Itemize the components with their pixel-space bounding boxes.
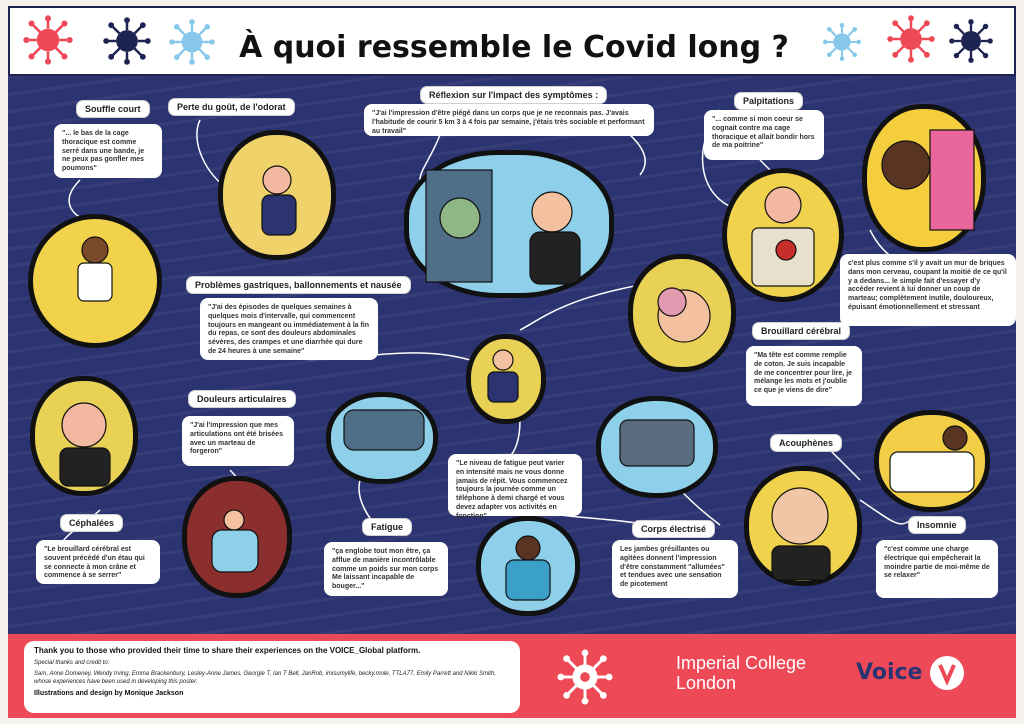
imperial-line-1: Imperial College	[676, 653, 807, 673]
label-palpitations: Palpitations	[734, 92, 803, 110]
quote-gastriques: "J'ai des épisodes de quelques semaines à quelques mois d'intervalle, qui commencent toujours en mangeant ou immédiatement à la fin du repas, ce sont des douleurs abdominales sévères, des crampes et une diarrhée qui dure de 24 heures à une semaine"	[200, 298, 378, 360]
quote-fatigue-niveau: "Le niveau de fatigue peut varier en intensité mais ne vous donne jamais de répit. Vous commencez toujours la journée comme un téléphone à demi chargé et vous devez adapter vos activités en fonction"	[448, 454, 582, 516]
quote-insomnie: "c'est comme une charge électrique qui empêcherait la moindre partie de moi-même de se relaxer"	[876, 540, 998, 598]
label-souffle-court: Souffle court	[76, 100, 150, 118]
quote-reflexion: "J'ai l'impression d'être piégé dans un corps que je ne reconnais pas. J'avais l'habitude de courir 5 km 3 à 4 fois par semaine, j'étais très sociable et performant au travail"	[364, 104, 654, 136]
label-acouphenes: Acouphènes	[770, 434, 842, 452]
special-thanks: Special thanks and credit to:	[34, 660, 110, 666]
thanks-text: Thank you to those who provided their time to share their experiences on the VOICE_Global platform.	[34, 646, 421, 655]
label-cephalees: Céphalées	[60, 514, 123, 532]
quote-palpitations: "... comme si mon coeur se cognait contre ma cage thoracique et allait bondir hors de ma poitrine"	[704, 110, 824, 160]
label-perte-gout: Perte du goût, de l'odorat	[168, 98, 295, 116]
quote-articulaires: "J'ai l'impression que mes articulations ont été brisées avec un marteau de forgeron"	[182, 416, 294, 466]
quote-fatigue: "ça englobe tout mon être, ça afflue de manière incontrôlable comme un poids sur mon corps Me laissant incapable de bouger..."	[324, 542, 448, 596]
voice-logo-mark	[930, 656, 964, 690]
label-brouillard: Brouillard cérébral	[752, 322, 850, 340]
design-credit: Illustrations and design by Monique Jackson	[34, 689, 184, 697]
label-corps-electrise: Corps électrisé	[632, 520, 715, 538]
quote-souffle-court: "... le bas de la cage thoracique est comme serré dans une bande, je ne peux pas gonfler mes poumons"	[54, 124, 162, 178]
imperial-line-2: London	[676, 672, 737, 693]
page-title: À quoi ressemble le Covid long ?	[239, 30, 789, 65]
label-articulaires: Douleurs articulaires	[188, 390, 296, 408]
virus-icon	[556, 648, 614, 706]
quote-brouillard: "Ma tête est comme remplie de coton. Je suis incapable de me concentrer pour lire, je mélange les mots et j'oublie ce que je viens de dire"	[746, 346, 862, 406]
quote-cephalees: "Le brouillard cérébral est souvent précédé d'un étau qui se connecte à mon crâne et commence à se serrer"	[36, 540, 160, 584]
credits-box	[24, 641, 520, 713]
voice-v-icon	[930, 656, 964, 690]
imperial-logo	[676, 654, 806, 694]
label-gastriques: Problèmes gastriques, ballonnements et nausée	[186, 276, 411, 294]
contributor-names: Sam, Anne Domeney, Wendy Irving, Emma Brackenbury, Lesley-Anne James, Georgie T, Ian T Bell, JanRob, imisumylife, becky.mole, TTLA77, Emily Parrett and Nikki Smith, whose experiences have been used in developing this poster.	[34, 671, 496, 686]
quote-corps-electrise: Les jambes grésillantes ou agitées donnent l'impression d'être constamment "allumées" et tendues avec une sensation de picotement	[612, 540, 738, 598]
label-fatigue: Fatigue	[362, 518, 412, 536]
label-insomnie: Insomnie	[908, 516, 966, 534]
voice-logo: Voice	[856, 660, 923, 685]
label-reflexion: Réflexion sur l'impact des symptômes :	[420, 86, 607, 104]
quote-mur-briques: c'est plus comme s'il y avait un mur de briques dans mon cerveau, coupant la moitié de ce qu'il y a dedans... le simple fait d'essayer d'y accéder revient à lui donner un coup de marteau; complètement inutile, douloureux, épuisant émotionnellement et stressant	[840, 254, 1016, 326]
